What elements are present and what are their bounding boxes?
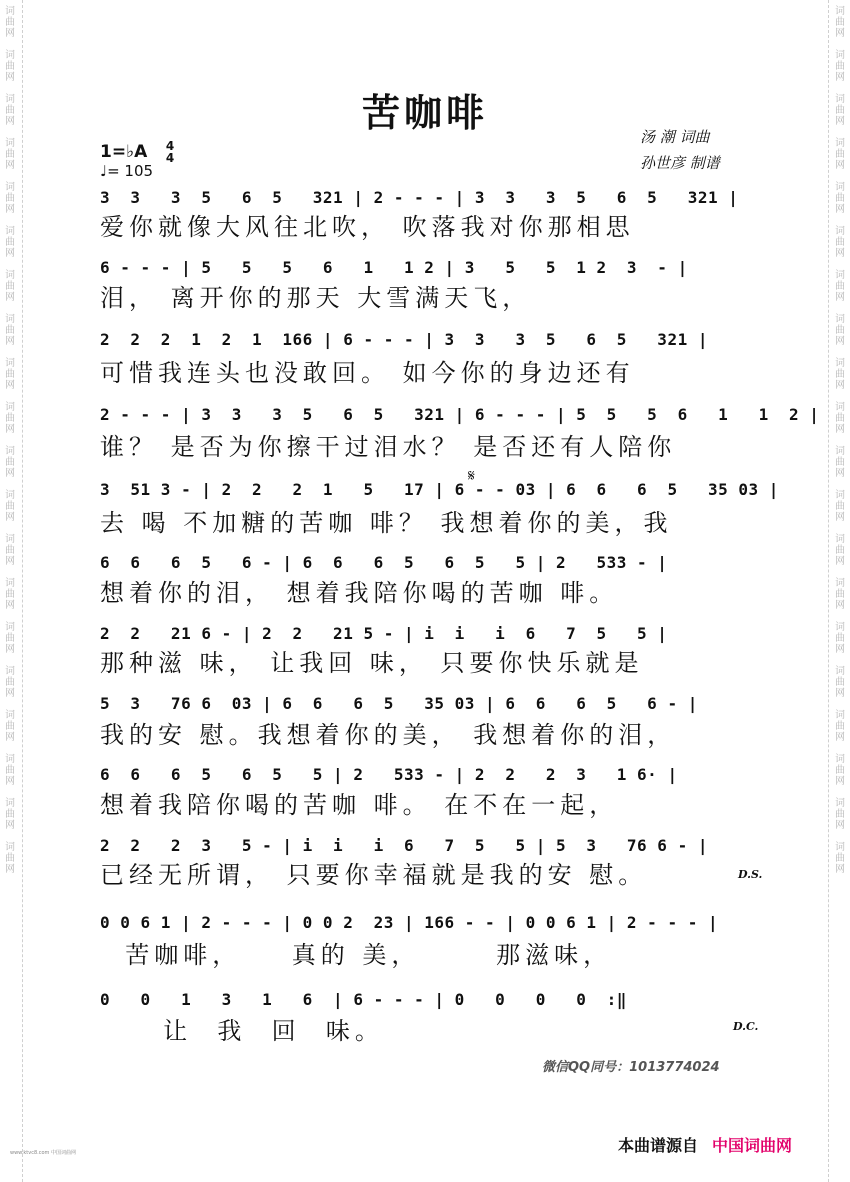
- source-brand[interactable]: 中国词曲网: [712, 1136, 793, 1155]
- credits: [640, 124, 720, 176]
- notes-line-6: 6 6 6 5 6 - | 6 6 6 5 6 5 5 | 2 533 - |: [100, 553, 668, 572]
- notes-line-8: 5 3 76 6 03 | 6 6 6 5 35 03 | 6 6 6 5 6 - |: [100, 694, 698, 713]
- dc-marking: D.C.: [733, 1020, 759, 1033]
- notes-line-2: 6 - - - | 5 5 5 6 1 1 2 | 3 5 5 1 2 3 - |: [100, 258, 688, 277]
- composer-credit: 汤 潮 词曲: [640, 128, 710, 146]
- time-signature-bottom: 4: [165, 151, 175, 165]
- notes-line-3: 2 2 2 1 2 1 166 | 6 - - - | 3 3 3 5 6 5 321 |: [100, 330, 708, 349]
- segno-sign: 𝄋: [468, 466, 475, 485]
- ds-marking: D.S.: [738, 868, 763, 881]
- wechat-contact: 微信QQ同号：1013774024: [542, 1060, 720, 1075]
- lyrics-line-4: 谁？ 是否为你擦干过泪水？ 是否还有人陪你: [100, 433, 677, 461]
- lyrics-line-8: 我的安 慰。我想着你的美， 我想着你的泪，: [100, 721, 677, 749]
- source-label: 本曲谱源自: [618, 1136, 699, 1155]
- song-title: 苦咖啡: [361, 90, 488, 135]
- left-watermark: 词 曲 网 词 曲 网 词 曲 网 词 曲 网 词 曲 网 词 曲 网 词 曲 网 词 曲 网 词 曲 网 词 曲 网 词 曲 网 词 曲 网 词 曲 网 词 曲 网 词 曲 网 词 曲 网 词 曲 网 词 曲 网 词 曲 网 词 曲 网: [5, 6, 15, 875]
- lyrics-line-11: 苦咖啡， 真的 美， 那滋味，: [100, 941, 613, 969]
- notes-line-4: 2 - - - | 3 3 3 5 6 5 321 | 6 - - - | 5 5 5 6 1 1 2 |: [100, 405, 820, 424]
- lyrics-line-9: 想着我陪你喝的苦咖 啡。 在不在一起，: [100, 791, 619, 819]
- lyrics-line-5: 去 喝 不加糖的苦咖 啡？ 我想着你的美，我: [100, 509, 673, 537]
- right-border: [828, 0, 829, 1182]
- notes-line-9: 6 6 6 5 6 5 5 | 2 533 - | 2 2 2 3 1 6· |: [100, 765, 678, 784]
- lyrics-line-3: 可惜我连头也没敢回。 如今你的身边还有: [100, 359, 635, 387]
- lyrics-line-10: 已经无所谓， 只要你幸福就是我的安 慰。: [100, 861, 648, 889]
- left-border: [22, 0, 23, 1182]
- notes-line-1: 3 3 3 5 6 5 321 | 2 - - - | 3 3 3 5 6 5 321 |: [100, 188, 739, 207]
- source-credit: [618, 1133, 792, 1156]
- notes-line-7: 2 2 21 6 - | 2 2 21 5 - | i i i 6 7 5 5 |: [100, 624, 668, 643]
- lyrics-line-1: 爱你就像大风往北吹， 吹落我对你那相思: [100, 213, 635, 241]
- notes-line-12: 0 0 1 3 1 6 | 6 - - - | 0 0 0 0 :‖: [100, 990, 627, 1009]
- arranger-credit: 孙世彦 制谱: [640, 154, 720, 172]
- key-signature: 1=♭A: [100, 142, 148, 162]
- lyrics-line-7: 那种滋 味， 让我回 味， 只要你快乐就是: [100, 649, 644, 677]
- lyrics-line-6: 想着你的泪， 想着我陪你喝的苦咖 啡。: [100, 579, 619, 607]
- right-watermark: 词 曲 网 词 曲 网 词 曲 网 词 曲 网 词 曲 网 词 曲 网 词 曲 网 词 曲 网 词 曲 网 词 曲 网 词 曲 网 词 曲 网 词 曲 网 词 曲 网 词 曲 网 词 曲 网 词 曲 网 词 曲 网 词 曲 网 词 曲 网: [835, 6, 845, 875]
- notes-line-10: 2 2 2 3 5 - | i i i 6 7 5 5 | 5 3 76 6 - |: [100, 836, 708, 855]
- notes-line-11: 0 0 6 1 | 2 - - - | 0 0 2 23 | 166 - - | 0 0 6 1 | 2 - - - |: [100, 913, 719, 932]
- tempo-marking: ♩= 105: [100, 162, 154, 180]
- time-signature: [163, 140, 177, 164]
- lyrics-line-12: 让 我 回 味。: [100, 1017, 384, 1045]
- notes-line-5: 3 51 3 - | 2 2 2 1 5 17 | 6 - - 03 | 6 6 6 5 35 03 |: [100, 480, 779, 499]
- time-signature-top: 4: [165, 139, 175, 153]
- lyrics-line-2: 泪， 离开你的那天 大雪满天飞，: [100, 284, 532, 312]
- tiny-site-url: www.ktvc8.com 中国词曲网: [10, 1150, 77, 1156]
